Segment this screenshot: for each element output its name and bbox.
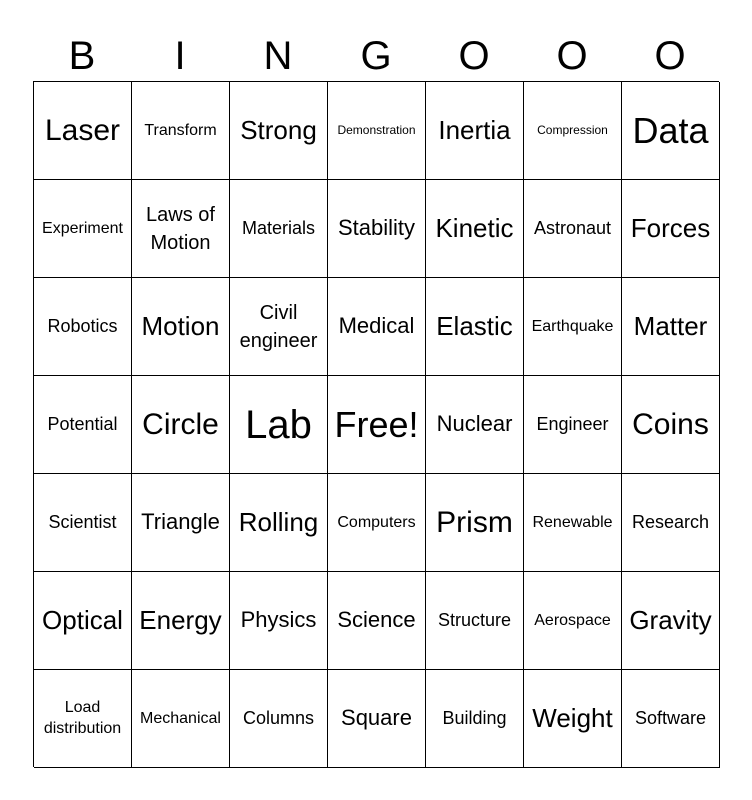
header-letter-o1: O xyxy=(458,34,490,78)
bingo-cell[interactable]: Software xyxy=(622,670,720,768)
bingo-cell[interactable]: Elastic xyxy=(426,278,524,376)
bingo-cell[interactable]: Renewable xyxy=(524,474,622,572)
bingo-cell[interactable]: Weight xyxy=(524,670,622,768)
bingo-cell[interactable]: Energy xyxy=(132,572,230,670)
bingo-cell[interactable]: Astronaut xyxy=(524,180,622,278)
bingo-cell[interactable]: Demonstration xyxy=(328,82,426,180)
bingo-cell[interactable]: Coins xyxy=(622,376,720,474)
bingo-cell free-space[interactable]: Free! xyxy=(328,376,426,474)
bingo-cell[interactable]: Aerospace xyxy=(524,572,622,670)
bingo-cell[interactable]: Potential xyxy=(34,376,132,474)
bingo-cell[interactable]: Research xyxy=(622,474,720,572)
bingo-cell[interactable]: Engineer xyxy=(524,376,622,474)
bingo-cell[interactable]: Earthquake xyxy=(524,278,622,376)
bingo-cell[interactable]: Stability xyxy=(328,180,426,278)
header-letter-i: I xyxy=(174,34,186,78)
bingo-cell[interactable]: Science xyxy=(328,572,426,670)
bingo-cell[interactable]: Rolling xyxy=(230,474,328,572)
bingo-cell[interactable]: Physics xyxy=(230,572,328,670)
header-letter-n: N xyxy=(263,34,293,78)
bingo-cell[interactable]: Structure xyxy=(426,572,524,670)
header-letter-o3: O xyxy=(654,34,686,78)
bingo-cell[interactable]: Experiment xyxy=(34,180,132,278)
bingo-cell[interactable]: Gravity xyxy=(622,572,720,670)
bingo-header xyxy=(33,32,719,80)
bingo-cell[interactable]: Optical xyxy=(34,572,132,670)
bingo-cell[interactable]: Compression xyxy=(524,82,622,180)
header-letter-b: B xyxy=(68,34,96,78)
bingo-cell[interactable]: Forces xyxy=(622,180,720,278)
bingo-cell[interactable]: Building xyxy=(426,670,524,768)
bingo-cell[interactable]: Nuclear xyxy=(426,376,524,474)
bingo-cell[interactable]: Square xyxy=(328,670,426,768)
bingo-cell[interactable]: Computers xyxy=(328,474,426,572)
bingo-cell[interactable]: Triangle xyxy=(132,474,230,572)
bingo-cell[interactable]: Strong xyxy=(230,82,328,180)
bingo-cell[interactable]: Scientist xyxy=(34,474,132,572)
bingo-cell[interactable]: Robotics xyxy=(34,278,132,376)
bingo-cell[interactable]: Medical xyxy=(328,278,426,376)
bingo-cell[interactable]: Kinetic xyxy=(426,180,524,278)
header-letter-o2: O xyxy=(556,34,588,78)
bingo-cell[interactable]: Transform xyxy=(132,82,230,180)
bingo-cell[interactable]: Load distribution xyxy=(34,670,132,768)
bingo-cell[interactable]: Data xyxy=(622,82,720,180)
bingo-cell[interactable]: Inertia xyxy=(426,82,524,180)
bingo-cell[interactable]: Laser xyxy=(34,82,132,180)
bingo-grid xyxy=(33,81,719,767)
bingo-cell[interactable]: Columns xyxy=(230,670,328,768)
bingo-cell[interactable]: Motion xyxy=(132,278,230,376)
bingo-cell[interactable]: Matter xyxy=(622,278,720,376)
bingo-cell[interactable]: Civil engineer xyxy=(230,278,328,376)
bingo-cell[interactable]: Mechanical xyxy=(132,670,230,768)
bingo-cell[interactable]: Circle xyxy=(132,376,230,474)
bingo-cell[interactable]: Lab xyxy=(230,376,328,474)
bingo-cell[interactable]: Prism xyxy=(426,474,524,572)
bingo-cell[interactable]: Materials xyxy=(230,180,328,278)
bingo-cell[interactable]: Laws of Motion xyxy=(132,180,230,278)
header-letter-g: G xyxy=(360,34,392,78)
